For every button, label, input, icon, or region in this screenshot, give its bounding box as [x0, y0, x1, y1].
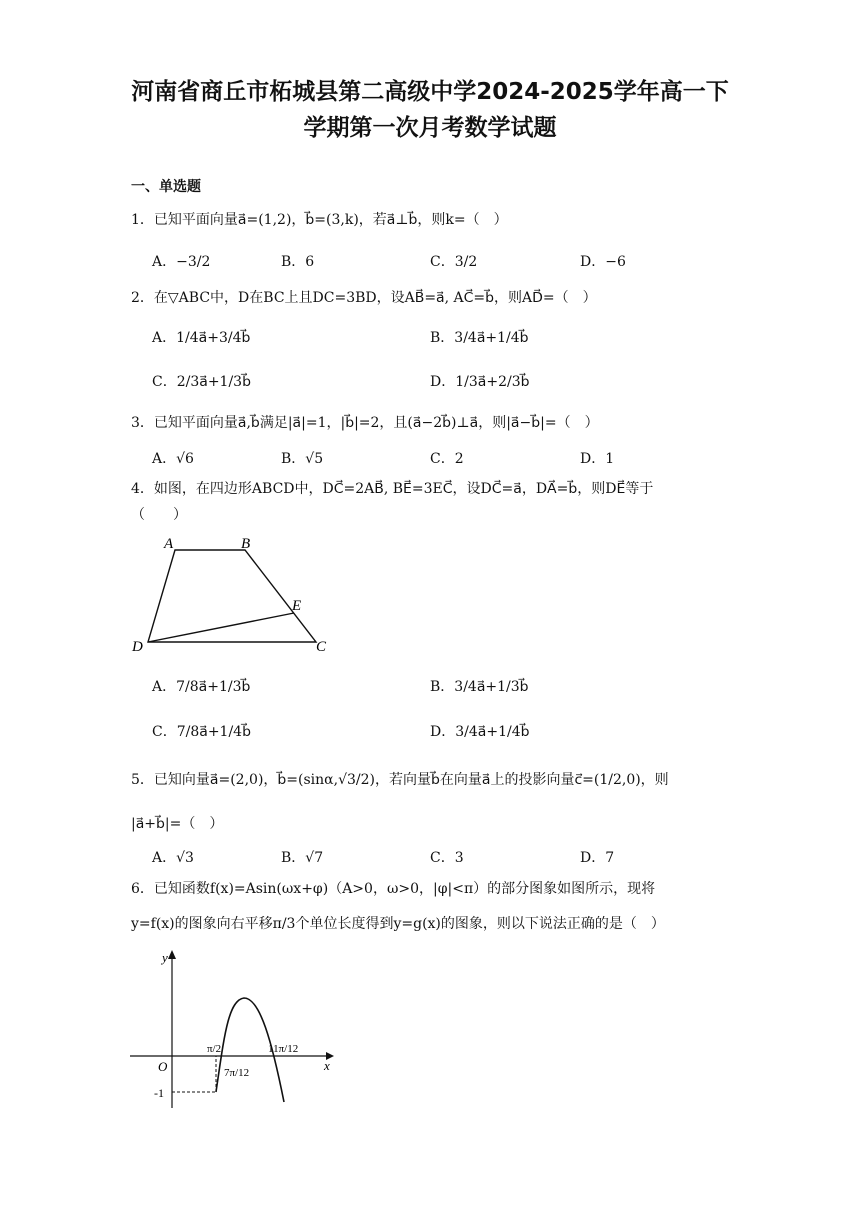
- x-axis-label: x: [324, 1058, 330, 1073]
- tick-7pi-over-12: 7π/12: [224, 1067, 250, 1079]
- question-4-stem-2: （ ）: [131, 507, 187, 523]
- q3-option-a: A．√6: [152, 451, 194, 467]
- q2-option-c: C．2/3a⃗+1/3b⃗: [152, 374, 251, 390]
- q2-option-d: D．1/3a⃗+2/3b⃗: [430, 374, 530, 390]
- q4-option-b: B．3/4a⃗+1/3b⃗: [430, 679, 529, 695]
- q5-option-b: B．√7: [281, 850, 324, 866]
- point-e-label: E: [292, 598, 302, 614]
- q5-option-c: C．3: [430, 850, 464, 866]
- question-6-stem-2: y=f(x)的图象向右平移π/3个单位长度得到y=g(x)的图象，则以下说法正确的是（ ）: [131, 916, 665, 932]
- point-d-label: D: [132, 639, 143, 655]
- point-c-label: C: [316, 639, 327, 655]
- origin-label: O: [158, 1059, 168, 1074]
- y-axis-label: y: [162, 950, 168, 965]
- point-a-label: A: [164, 536, 174, 552]
- question-6-stem: 6．已知函数f(x)=Asin(ωx+φ)（A>0，ω>0，|φ|<π）的部分图象如图所示，现将: [131, 881, 656, 897]
- tick-pi-over-2: π/2: [207, 1043, 222, 1055]
- q5-option-a: A．√3: [152, 850, 194, 866]
- q4-option-a: A．7/8a⃗+1/3b⃗: [152, 679, 251, 695]
- q3-option-c: C．2: [430, 451, 464, 467]
- q3-option-b: B．√5: [281, 451, 324, 467]
- minus-one-label: -1: [154, 1086, 164, 1100]
- tick-11pi-over-12: 11π/12: [268, 1043, 299, 1055]
- point-b-label: B: [241, 536, 251, 552]
- q4-option-d: D．3/4a⃗+1/4b⃗: [430, 724, 530, 740]
- q1-option-a: A．−3/2: [152, 254, 211, 270]
- quadrilateral-abcd: [148, 550, 316, 642]
- segment-de: [148, 613, 294, 642]
- q2-option-a: A．1/4a⃗+3/4b⃗: [152, 330, 251, 346]
- question-4-stem: 4．如图，在四边形ABCD中，DC⃗=2AB⃗, BE⃗=3EC⃗，设DC⃗=a⃗，DA⃗=b⃗，则DE⃗等于: [131, 481, 654, 497]
- sine-graph: [128, 942, 348, 1112]
- question-5-stem-2: |a⃗+b⃗|=（ ）: [131, 816, 224, 832]
- section-heading: 一、单选题: [131, 179, 201, 195]
- question-1-stem: 1．已知平面向量a⃗=(1,2)，b⃗=(3,k)，若a⃗⊥b⃗，则k=（ ）: [131, 212, 508, 228]
- q1-option-d: D．−6: [580, 254, 626, 270]
- question-5-stem: 5．已知向量a⃗=(2,0)，b⃗=(sinα,√3/2)，若向量b⃗在向量a⃗上的投影向量c⃗=(1/2,0)，则: [131, 772, 669, 788]
- y-axis-arrow: [168, 950, 176, 959]
- question-2-stem: 2．在▽ABC中，D在BC上且DC=3BD，设AB⃗=a⃗, AC⃗=b⃗，则AD⃗=（ ）: [131, 290, 597, 306]
- title-line-1: 河南省商丘市柘城县第二高级中学2024-2025学年高一下: [131, 79, 729, 105]
- q3-option-d: D．1: [580, 451, 615, 467]
- q1-option-c: C．3/2: [430, 254, 478, 270]
- q1-option-b: B．6: [281, 254, 315, 270]
- question-3-stem: 3．已知平面向量a⃗,b⃗满足|a⃗|=1，|b⃗|=2，且(a⃗−2b⃗)⊥a⃗，则|a⃗−b⃗|=（ ）: [131, 415, 599, 431]
- q4-option-c: C．7/8a⃗+1/4b⃗: [152, 724, 251, 740]
- document-title: [60, 74, 800, 146]
- quadrilateral-figure: [128, 532, 338, 660]
- title-line-2: 学期第一次月考数学试题: [303, 115, 557, 141]
- q5-option-d: D．7: [580, 850, 615, 866]
- q2-option-b: B．3/4a⃗+1/4b⃗: [430, 330, 529, 346]
